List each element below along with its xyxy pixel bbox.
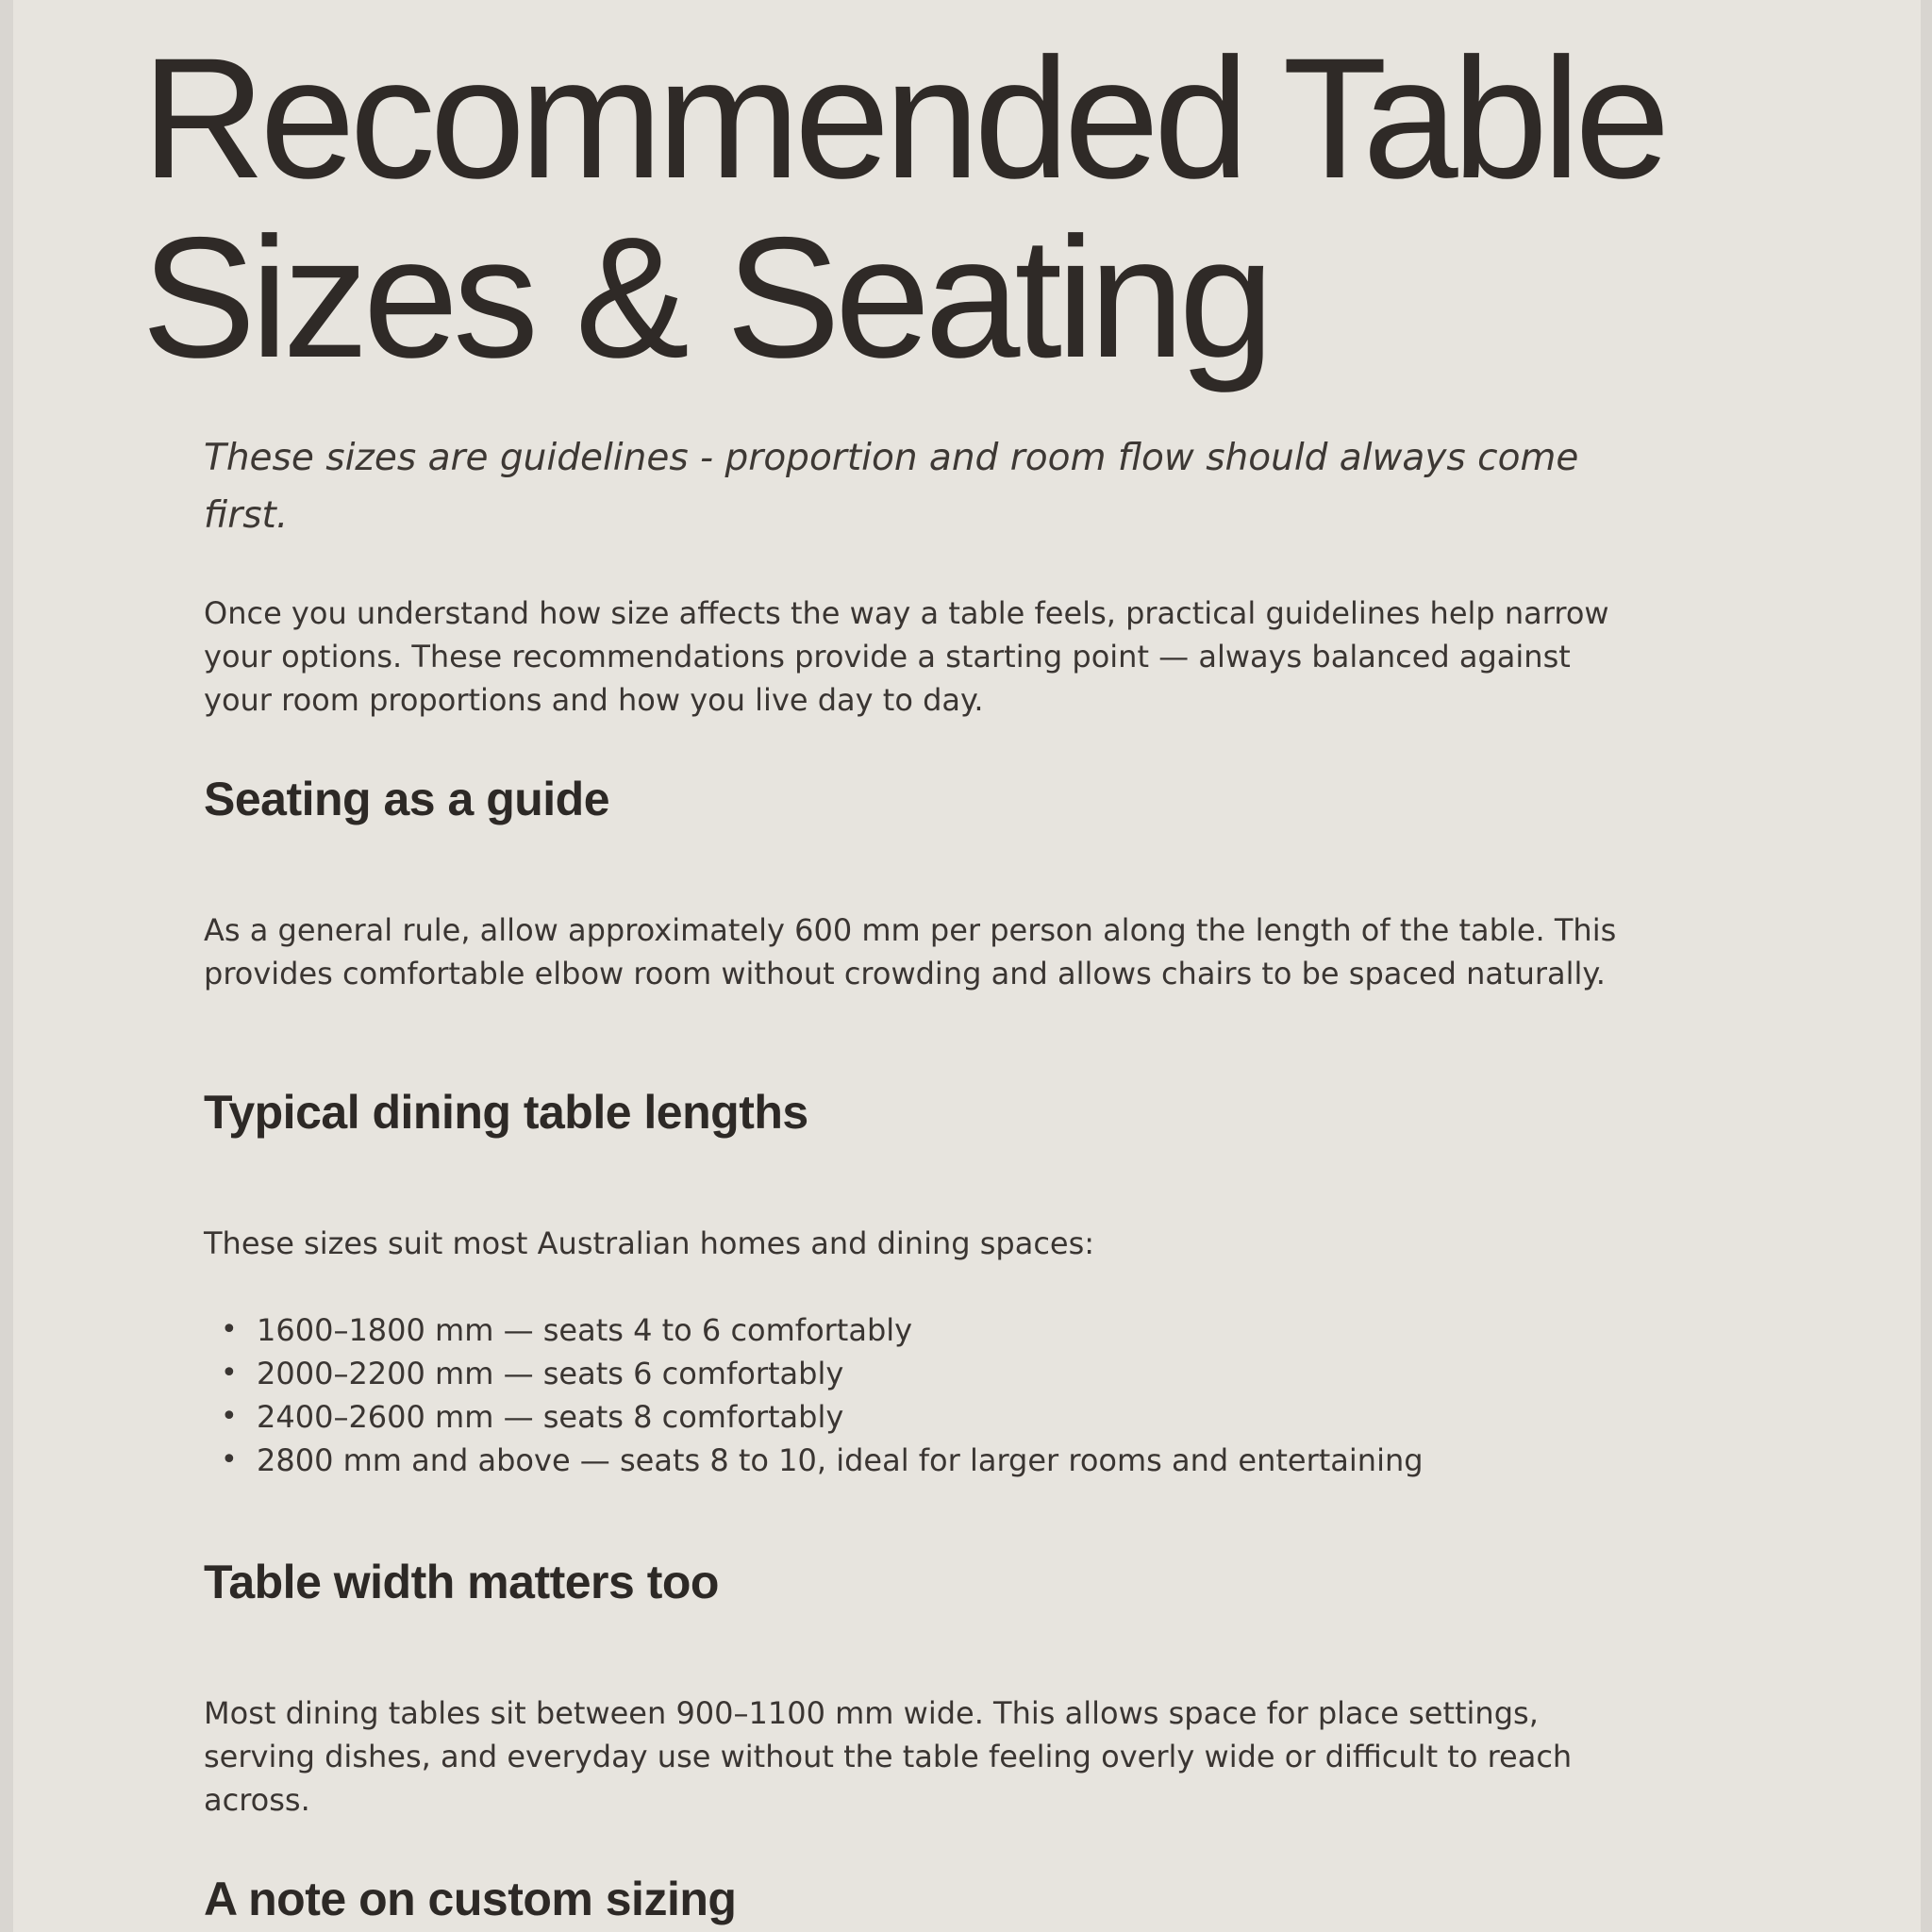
list-item-text: 2000–2200 mm — seats 6 comfortably [257,1356,844,1391]
bullet-icon: • [221,1400,238,1433]
bullet-icon: • [221,1313,238,1346]
bullet-icon: • [221,1357,238,1390]
section-body-width: Most dining tables sit between 900–1100 mm wide. This allows space for place settings, serving dishes, and everyday use without the table feeling overly wide or difficult to reach across. [204,1695,1573,1818]
lead-text: These sizes are guidelines - proportion and room flow should always come first. [204,437,1579,537]
intro-paragraph: Once you understand how size affects the way a table feels, practical guidelines help narrow your options. These recommendations provide a starting point — always balanced against your room proportions and how you live day to day. [204,595,1609,718]
lengths-list [204,1308,1619,1482]
list-item-text: 1600–1800 mm — seats 4 to 6 comfortably [257,1312,913,1348]
page-title [142,22,1745,393]
bullet-icon: • [221,1443,238,1476]
title-line-2: Sizes & Seating [142,201,1269,393]
list-item [221,1439,1619,1482]
section-heading-lengths: Typical dining table lengths [204,1086,808,1139]
section-heading-width: Table width matters too [204,1556,719,1608]
list-item [221,1352,1619,1395]
list-item-text: 2800 mm and above — seats 8 to 10, ideal for larger rooms and entertaining [257,1442,1424,1478]
article-body [204,429,1619,1927]
section-heading-custom: A note on custom sizing [204,1873,737,1925]
section-heading-seating: Seating as a guide [204,773,610,825]
section-body-lengths: These sizes suit most Australian homes and dining spaces: [204,1225,1095,1261]
list-item [221,1395,1619,1439]
section-body-seating: As a general rule, allow approximately 600 mm per person along the length of the table. This provides comfortable elbow room without crowding and allows chairs to be spaced naturally. [204,912,1617,991]
title-line-1: Recommended Table [142,22,1665,214]
list-item [221,1308,1619,1352]
list-item-text: 2400–2600 mm — seats 8 comfortably [257,1399,844,1435]
